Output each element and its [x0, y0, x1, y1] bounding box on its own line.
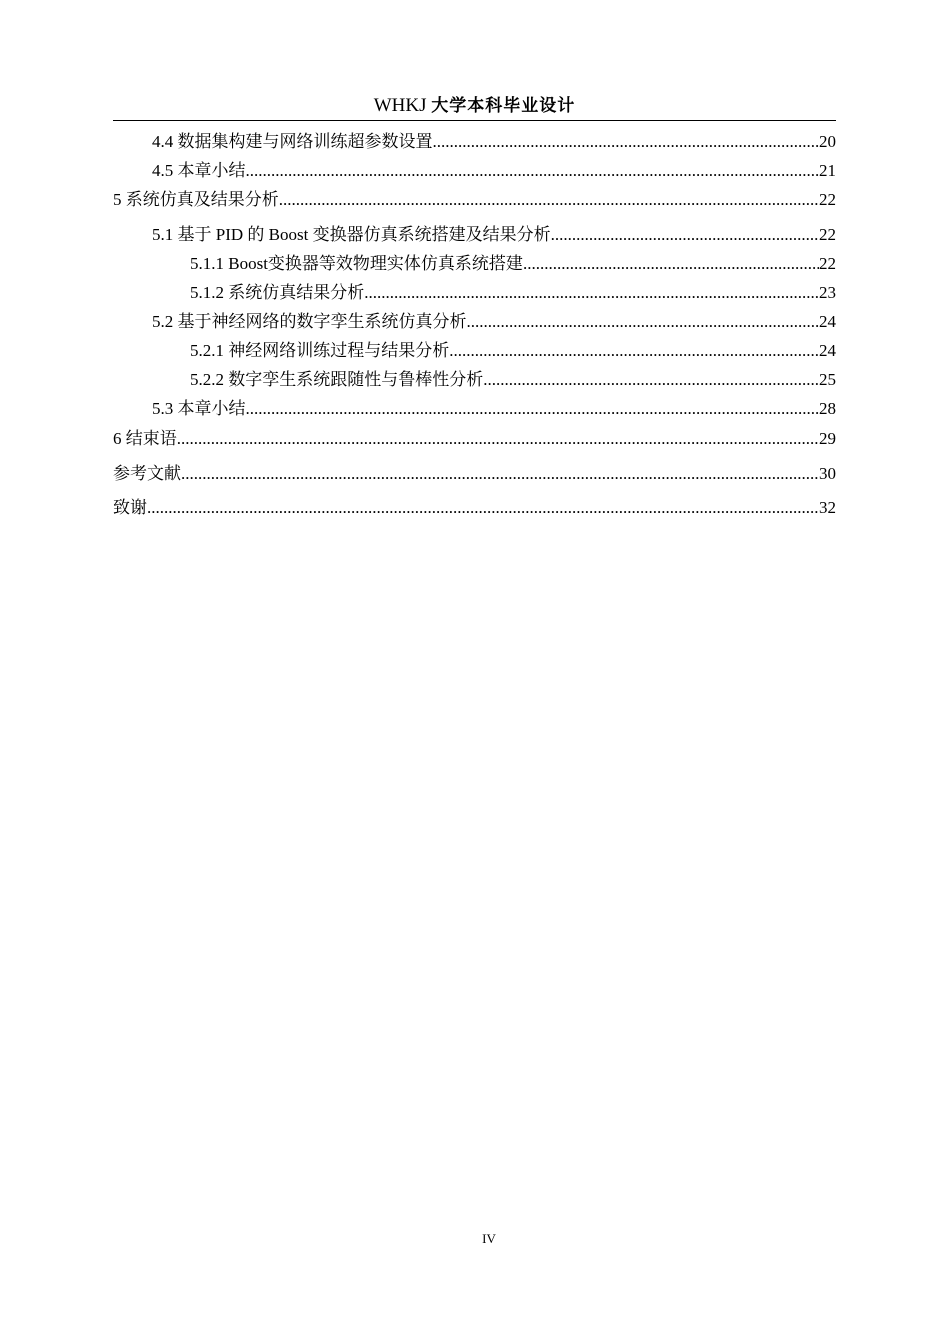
- toc-entry-page: 22: [819, 190, 836, 209]
- toc-entry[interactable]: [113, 462, 836, 486]
- toc-entry[interactable]: [113, 188, 836, 212]
- page-header: [113, 94, 836, 121]
- toc-entry-page: 22: [819, 225, 836, 244]
- toc-entry-title: 6 结束语: [113, 429, 177, 448]
- toc-entry-page: 24: [819, 341, 836, 360]
- toc-leader-dots: [177, 427, 819, 451]
- toc-entry-title: 5.2 基于神经网络的数字孪生系统仿真分析: [152, 312, 467, 331]
- toc-entry-page: 21: [819, 161, 836, 180]
- toc-entry-title: 5.2.2 数字孪生系统跟随性与鲁棒性分析: [190, 370, 484, 389]
- toc-leader-dots: [246, 159, 820, 183]
- toc-entry-title: 致谢: [113, 498, 147, 517]
- toc-entry[interactable]: [113, 397, 836, 421]
- toc-leader-dots: [147, 496, 819, 520]
- toc-entry-page: 32: [819, 498, 836, 517]
- toc-entry-title: 参考文献: [113, 464, 181, 483]
- toc-entry-page: 23: [819, 283, 836, 302]
- toc-entry-title: 5.3 本章小结: [152, 399, 246, 418]
- toc-entry[interactable]: [113, 252, 836, 276]
- page-footer: [0, 1231, 950, 1247]
- toc-entry[interactable]: [113, 130, 836, 154]
- toc-leader-dots: [449, 339, 819, 363]
- footer-page-number: IV: [482, 1231, 496, 1246]
- toc-entry[interactable]: [113, 159, 836, 183]
- toc-leader-dots: [279, 188, 819, 212]
- toc-entry-title: 4.4 数据集构建与网络训练超参数设置: [152, 132, 433, 151]
- toc-leader-dots: [181, 462, 819, 486]
- toc-entry-page: 28: [819, 399, 836, 418]
- toc-entry-title: 5.1.2 系统仿真结果分析: [190, 283, 365, 302]
- header-title: 大学本科毕业设计: [431, 96, 576, 116]
- toc-entry-page: 30: [819, 464, 836, 483]
- toc-entry-title: 5 系统仿真及结果分析: [113, 190, 279, 209]
- toc-entry-title: 4.5 本章小结: [152, 161, 246, 180]
- toc-leader-dots: [467, 310, 820, 334]
- toc-leader-dots: [246, 397, 820, 421]
- toc-entry[interactable]: [113, 496, 836, 520]
- toc-leader-dots: [523, 252, 819, 276]
- toc-leader-dots: [433, 130, 820, 154]
- toc-entry-page: 20: [819, 132, 836, 151]
- toc-entry-title: 5.1.1 Boost变换器等效物理实体仿真系统搭建: [190, 254, 523, 273]
- toc-entry[interactable]: [113, 223, 836, 247]
- toc-leader-dots: [364, 281, 819, 305]
- toc-entry-page: 25: [819, 370, 836, 389]
- toc-entry[interactable]: [113, 281, 836, 305]
- toc-entry-page: 22: [819, 254, 836, 273]
- toc-entry-page: 29: [819, 429, 836, 448]
- toc-entry[interactable]: [113, 427, 836, 451]
- toc-entry[interactable]: [113, 368, 836, 392]
- toc-entry-title: 5.2.1 神经网络训练过程与结果分析: [190, 341, 450, 360]
- toc-leader-dots: [483, 368, 819, 392]
- toc-entry-title: 5.1 基于 PID 的 Boost 变换器仿真系统搭建及结果分析: [152, 225, 551, 244]
- toc-entry-page: 24: [819, 312, 836, 331]
- toc-entry[interactable]: [113, 310, 836, 334]
- header-prefix: WHKJ: [373, 95, 427, 116]
- toc-leader-dots: [551, 223, 819, 247]
- toc-entry[interactable]: [113, 339, 836, 363]
